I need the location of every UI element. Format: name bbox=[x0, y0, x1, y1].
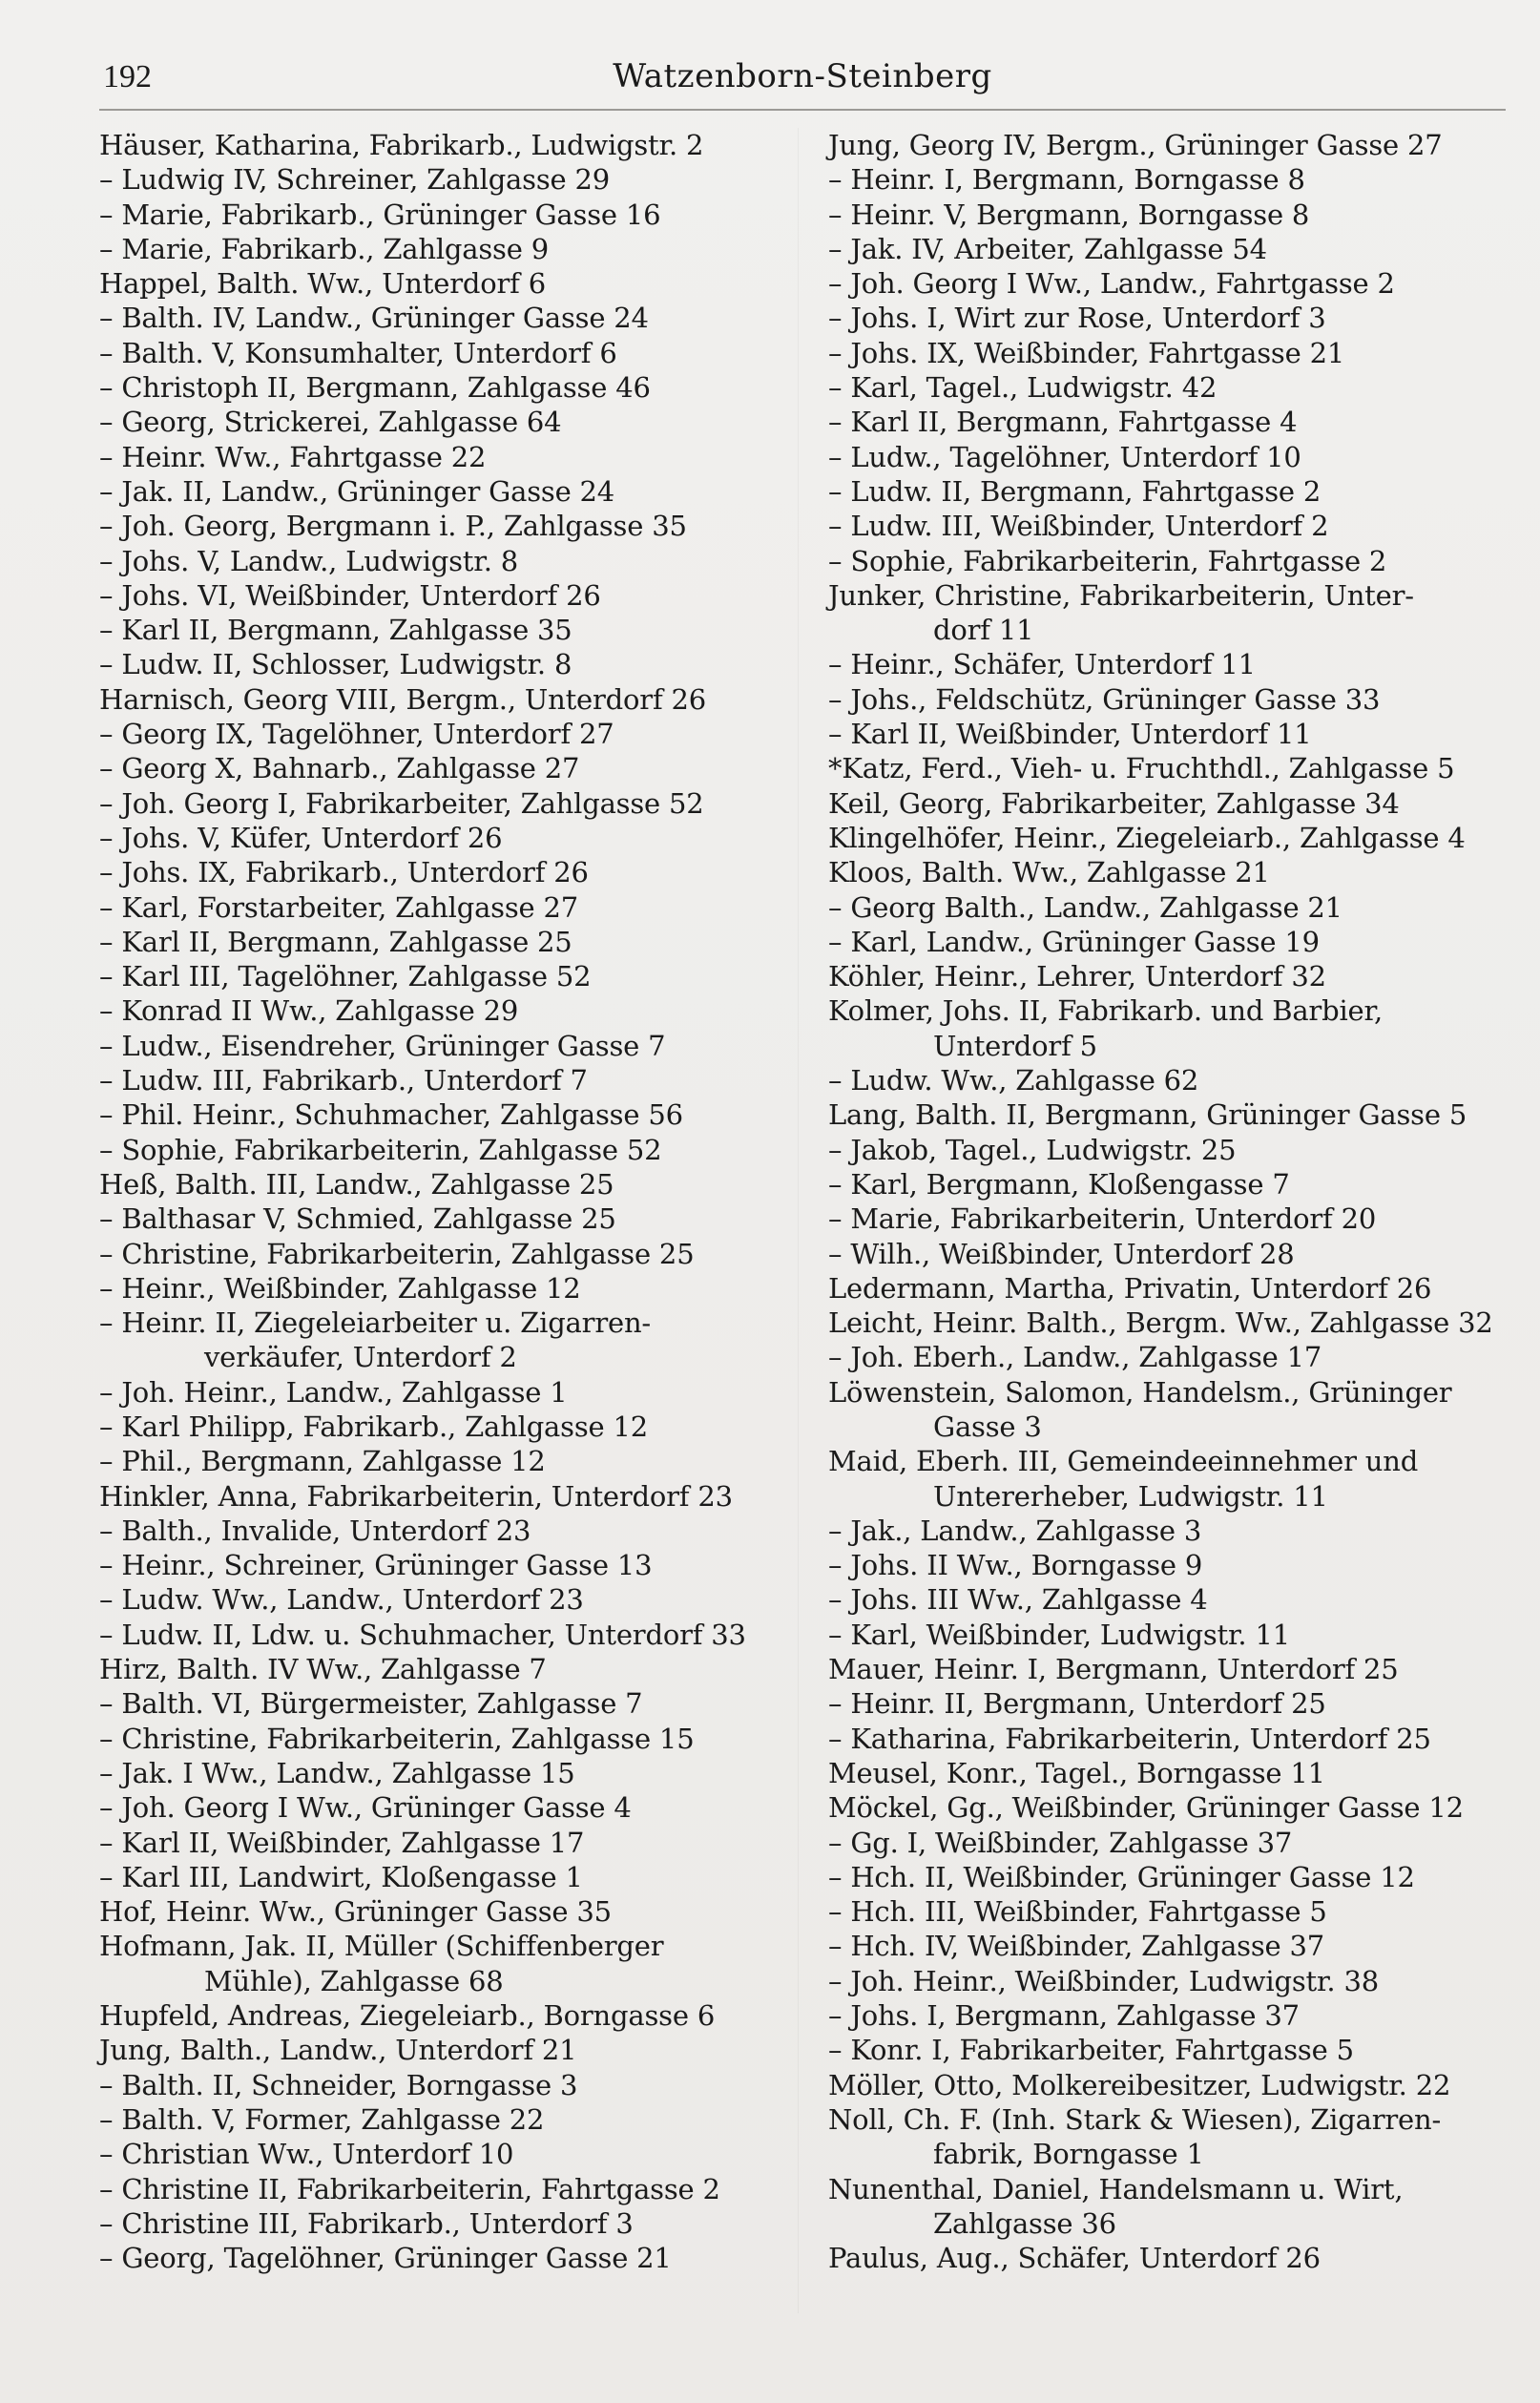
directory-entry: – Heinr., Schäfer, Unterdorf 11 bbox=[828, 648, 1256, 681]
directory-entry: Mühle), Zahlgasse 68 bbox=[204, 1964, 504, 1997]
directory-entry: – Heinr., Weißbinder, Zahlgasse 12 bbox=[99, 1271, 581, 1305]
directory-entry: Kloos, Balth. Ww., Zahlgasse 21 bbox=[828, 856, 1270, 889]
directory-entry: – Johs. II Ww., Borngasse 9 bbox=[828, 1549, 1203, 1582]
directory-entry: – Ludw. Ww., Landw., Unterdorf 23 bbox=[99, 1583, 584, 1617]
directory-entry: – Johs. IX, Fabrikarb., Unterdorf 26 bbox=[99, 856, 589, 889]
directory-entry: – Joh. Heinr., Weißbinder, Ludwigstr. 38 bbox=[828, 1964, 1379, 1997]
directory-entry: – Heinr. II, Bergmann, Unterdorf 25 bbox=[828, 1687, 1326, 1721]
directory-entry: – Konr. I, Fabrikarbeiter, Fahrtgasse 5 bbox=[828, 2034, 1354, 2067]
directory-entry: Ledermann, Martha, Privatin, Unterdorf 26 bbox=[828, 1271, 1432, 1305]
directory-entry: – Heinr. II, Ziegeleiarbeiter u. Zigarren- bbox=[99, 1306, 652, 1340]
directory-entry: – Ludw. Ww., Zahlgasse 62 bbox=[828, 1064, 1199, 1097]
directory-entry: – Georg IX, Tagelöhner, Unterdorf 27 bbox=[99, 718, 614, 751]
page-header bbox=[99, 55, 1506, 111]
directory-entry: – Karl II, Weißbinder, Unterdorf 11 bbox=[828, 718, 1312, 751]
directory-entry: Nunenthal, Daniel, Handelsmann u. Wirt, bbox=[828, 2172, 1404, 2205]
directory-entry: Junker, Christine, Fabrikarbeiterin, Unter- bbox=[828, 578, 1414, 612]
directory-entry: – Joh. Heinr., Landw., Zahlgasse 1 bbox=[99, 1375, 568, 1409]
directory-entry: Leicht, Heinr. Balth., Bergm. Ww., Zahlgasse 32 bbox=[828, 1306, 1493, 1340]
directory-entry: – Ludw. III, Weißbinder, Unterdorf 2 bbox=[828, 510, 1329, 543]
directory-entry: – Christoph II, Bergmann, Zahlgasse 46 bbox=[99, 371, 651, 405]
directory-entry: – Ludw., Eisendreher, Grüninger Gasse 7 bbox=[99, 1029, 666, 1062]
directory-entry: – Heinr. I, Bergmann, Borngasse 8 bbox=[828, 163, 1305, 197]
directory-entry: verkäufer, Unterdorf 2 bbox=[204, 1341, 517, 1374]
directory-entry: Hinkler, Anna, Fabrikarbeiterin, Unterdorf 23 bbox=[99, 1479, 733, 1513]
directory-entry: Untererheber, Ludwigstr. 11 bbox=[933, 1479, 1328, 1513]
directory-entry: Möller, Otto, Molkereibesitzer, Ludwigstr. 22 bbox=[828, 2068, 1451, 2101]
directory-entry: Jung, Balth., Landw., Unterdorf 21 bbox=[99, 2034, 577, 2067]
directory-entry: – Karl II, Bergmann, Zahlgasse 35 bbox=[99, 614, 572, 647]
directory-entry: – Gg. I, Weißbinder, Zahlgasse 37 bbox=[828, 1826, 1293, 1859]
directory-entry: Hofmann, Jak. II, Müller (Schiffenberger bbox=[99, 1930, 664, 1963]
directory-entry: – Karl II, Weißbinder, Zahlgasse 17 bbox=[99, 1826, 585, 1859]
running-title: Watzenborn-Steinberg bbox=[613, 57, 992, 95]
directory-entry: Meusel, Konr., Tagel., Borngasse 11 bbox=[828, 1756, 1325, 1789]
directory-entry: Gasse 3 bbox=[933, 1410, 1042, 1443]
directory-entry: – Balth. IV, Landw., Grüninger Gasse 24 bbox=[99, 302, 649, 335]
directory-entry: – Karl III, Landwirt, Kloßengasse 1 bbox=[99, 1860, 583, 1893]
directory-entry: Köhler, Heinr., Lehrer, Unterdorf 32 bbox=[828, 960, 1326, 993]
directory-entry: – Sophie, Fabrikarbeiterin, Zahlgasse 52 bbox=[99, 1133, 662, 1166]
directory-entry: – Karl Philipp, Fabrikarb., Zahlgasse 12 bbox=[99, 1410, 648, 1443]
left-column bbox=[99, 128, 777, 2275]
directory-entry: – Ludw. II, Ldw. u. Schuhmacher, Unterdorf 33 bbox=[99, 1618, 746, 1651]
directory-entry: – Georg Balth., Landw., Zahlgasse 21 bbox=[828, 890, 1342, 924]
directory-entry: – Jakob, Tagel., Ludwigstr. 25 bbox=[828, 1133, 1237, 1166]
directory-entry: – Heinr. Ww., Fahrtgasse 22 bbox=[99, 440, 487, 473]
directory-entry: – Balth. V, Konsumhalter, Unterdorf 6 bbox=[99, 336, 617, 369]
directory-entry: – Karl, Tagel., Ludwigstr. 42 bbox=[828, 371, 1217, 405]
directory-entry: – Johs., Feldschütz, Grüninger Gasse 33 bbox=[828, 682, 1381, 716]
directory-entry: – Balth., Invalide, Unterdorf 23 bbox=[99, 1514, 531, 1547]
directory-entry: – Christine III, Fabrikarb., Unterdorf 3 bbox=[99, 2206, 634, 2240]
directory-entry: – Karl II, Bergmann, Zahlgasse 25 bbox=[99, 925, 572, 958]
directory-entry: Hof, Heinr. Ww., Grüninger Gasse 35 bbox=[99, 1895, 612, 1929]
directory-entry: – Johs. I, Wirt zur Rose, Unterdorf 3 bbox=[828, 302, 1326, 335]
directory-entry: Hupfeld, Andreas, Ziegeleiarb., Borngasse 6 bbox=[99, 1999, 716, 2033]
directory-entry: – Joh. Georg I Ww., Grüninger Gasse 4 bbox=[99, 1791, 632, 1825]
directory-entry: – Phil. Heinr., Schuhmacher, Zahlgasse 56 bbox=[99, 1098, 683, 1132]
directory-entry: fabrik, Borngasse 1 bbox=[933, 2138, 1204, 2171]
directory-entry: Paulus, Aug., Schäfer, Unterdorf 26 bbox=[828, 2242, 1321, 2275]
directory-entry: – Heinr. V, Bergmann, Borngasse 8 bbox=[828, 198, 1310, 231]
directory-entry: Mauer, Heinr. I, Bergmann, Unterdorf 25 bbox=[828, 1653, 1399, 1686]
directory-entry: – Jak. IV, Arbeiter, Zahlgasse 54 bbox=[828, 232, 1267, 265]
directory-entry: – Ludw. III, Fabrikarb., Unterdorf 7 bbox=[99, 1064, 588, 1097]
directory-entry: – Balthasar V, Schmied, Zahlgasse 25 bbox=[99, 1202, 616, 1236]
directory-entry: – Ludw., Tagelöhner, Unterdorf 10 bbox=[828, 440, 1301, 473]
directory-entry: – Johs. V, Landw., Ludwigstr. 8 bbox=[99, 544, 518, 577]
directory-entry: – Karl, Weißbinder, Ludwigstr. 11 bbox=[828, 1618, 1290, 1651]
directory-entry: – Sophie, Fabrikarbeiterin, Fahrtgasse 2 bbox=[828, 544, 1387, 577]
directory-entry: – Johs. III Ww., Zahlgasse 4 bbox=[828, 1583, 1208, 1617]
directory-entry: – Johs. I, Bergmann, Zahlgasse 37 bbox=[828, 1999, 1300, 2033]
directory-entry: Klingelhöfer, Heinr., Ziegeleiarb., Zahlgasse 4 bbox=[828, 821, 1466, 854]
directory-entry: – Balth. VI, Bürgermeister, Zahlgasse 7 bbox=[99, 1687, 643, 1721]
directory-entry: – Joh. Eberh., Landw., Zahlgasse 17 bbox=[828, 1341, 1322, 1374]
directory-entry: – Karl III, Tagelöhner, Zahlgasse 52 bbox=[99, 960, 592, 993]
directory-entry: – Marie, Fabrikarbeiterin, Unterdorf 20 bbox=[828, 1202, 1377, 1236]
right-column bbox=[828, 128, 1506, 2275]
column-gutter bbox=[798, 128, 799, 2313]
directory-entry: – Karl, Landw., Grüninger Gasse 19 bbox=[828, 925, 1320, 958]
directory-entry: Zahlgasse 36 bbox=[933, 2206, 1116, 2240]
directory-entry: – Christine, Fabrikarbeiterin, Zahlgasse 25 bbox=[99, 1237, 695, 1270]
directory-entry: – Georg X, Bahnarb., Zahlgasse 27 bbox=[99, 752, 580, 785]
directory-entry: – Marie, Fabrikarb., Grüninger Gasse 16 bbox=[99, 198, 661, 231]
directory-entry: – Johs. IX, Weißbinder, Fahrtgasse 21 bbox=[828, 336, 1345, 369]
directory-entry: – Ludw. II, Bergmann, Fahrtgasse 2 bbox=[828, 474, 1321, 508]
directory-entry: – Georg, Tagelöhner, Grüninger Gasse 21 bbox=[99, 2242, 672, 2275]
directory-entry: – Hch. IV, Weißbinder, Zahlgasse 37 bbox=[828, 1930, 1325, 1963]
directory-entry: Möckel, Gg., Weißbinder, Grüninger Gasse 12 bbox=[828, 1791, 1464, 1825]
directory-entry: – Hch. II, Weißbinder, Grüninger Gasse 12 bbox=[828, 1860, 1415, 1893]
directory-entry: – Konrad II Ww., Zahlgasse 29 bbox=[99, 994, 519, 1028]
directory-entry: – Karl II, Bergmann, Fahrtgasse 4 bbox=[828, 406, 1298, 439]
directory-entry: – Ludw. II, Schlosser, Ludwigstr. 8 bbox=[99, 648, 572, 681]
directory-entry: – Christine, Fabrikarbeiterin, Zahlgasse 15 bbox=[99, 1722, 695, 1755]
directory-entry: Heß, Balth. III, Landw., Zahlgasse 25 bbox=[99, 1167, 614, 1201]
directory-entry: – Georg, Strickerei, Zahlgasse 64 bbox=[99, 406, 562, 439]
directory-entry: – Heinr., Schreiner, Grüninger Gasse 13 bbox=[99, 1549, 653, 1582]
directory-entry: – Johs. V, Küfer, Unterdorf 26 bbox=[99, 821, 503, 854]
directory-entry: Harnisch, Georg VIII, Bergm., Unterdorf 26 bbox=[99, 682, 707, 716]
directory-entry: – Katharina, Fabrikarbeiterin, Unterdorf 25 bbox=[828, 1722, 1431, 1755]
directory-entry: – Jak. II, Landw., Grüninger Gasse 24 bbox=[99, 474, 615, 508]
directory-entry: – Hch. III, Weißbinder, Fahrtgasse 5 bbox=[828, 1895, 1327, 1929]
directory-entry: Hirz, Balth. IV Ww., Zahlgasse 7 bbox=[99, 1653, 547, 1686]
directory-entry: Keil, Georg, Fabrikarbeiter, Zahlgasse 34 bbox=[828, 786, 1400, 820]
directory-entry: – Christian Ww., Unterdorf 10 bbox=[99, 2138, 514, 2171]
directory-entry: Häuser, Katharina, Fabrikarb., Ludwigstr. 2 bbox=[99, 129, 704, 161]
directory-entry: – Karl, Bergmann, Kloßengasse 7 bbox=[828, 1167, 1290, 1201]
directory-entry: – Joh. Georg I, Fabrikarbeiter, Zahlgasse 52 bbox=[99, 786, 704, 820]
directory-entry: – Phil., Bergmann, Zahlgasse 12 bbox=[99, 1445, 546, 1478]
directory-entry: – Jak., Landw., Zahlgasse 3 bbox=[828, 1514, 1202, 1547]
directory-entry: Noll, Ch. F. (Inh. Stark & Wiesen), Zigarren- bbox=[828, 2102, 1442, 2136]
directory-entry: – Joh. Georg, Bergmann i. P., Zahlgasse 35 bbox=[99, 510, 687, 543]
directory-entry: Kolmer, Johs. II, Fabrikarb. und Barbier, bbox=[828, 994, 1383, 1028]
directory-entry: *Katz, Ferd., Vieh- u. Fruchthdl., Zahlgasse 5 bbox=[828, 752, 1455, 785]
directory-entry: – Karl, Forstarbeiter, Zahlgasse 27 bbox=[99, 890, 579, 924]
directory-entry: – Johs. VI, Weißbinder, Unterdorf 26 bbox=[99, 578, 601, 612]
directory-entry: Happel, Balth. Ww., Unterdorf 6 bbox=[99, 267, 546, 301]
directory-entry: – Ludwig IV, Schreiner, Zahlgasse 29 bbox=[99, 163, 610, 197]
directory-entry: Löwenstein, Salomon, Handelsm., Grüninger bbox=[828, 1375, 1452, 1409]
directory-entry: Unterdorf 5 bbox=[933, 1029, 1097, 1062]
directory-entry: – Christine II, Fabrikarbeiterin, Fahrtgasse 2 bbox=[99, 2172, 720, 2205]
page-number: 192 bbox=[103, 59, 152, 94]
directory-entry: Jung, Georg IV, Bergm., Grüninger Gasse 27 bbox=[828, 129, 1443, 161]
directory-entry: – Balth. II, Schneider, Borngasse 3 bbox=[99, 2068, 578, 2101]
directory-entry: – Jak. I Ww., Landw., Zahlgasse 15 bbox=[99, 1756, 575, 1789]
directory-entry: dorf 11 bbox=[933, 614, 1034, 647]
directory-entry: Lang, Balth. II, Bergmann, Grüninger Gasse 5 bbox=[828, 1098, 1467, 1132]
directory-entry: – Joh. Georg I Ww., Landw., Fahrtgasse 2 bbox=[828, 267, 1395, 301]
directory-entry: – Balth. V, Former, Zahlgasse 22 bbox=[99, 2102, 545, 2136]
directory-entry: – Wilh., Weißbinder, Unterdorf 28 bbox=[828, 1237, 1295, 1270]
directory-entry: – Marie, Fabrikarb., Zahlgasse 9 bbox=[99, 232, 549, 265]
directory-entry: Maid, Eberh. III, Gemeindeeinnehmer und bbox=[828, 1445, 1419, 1478]
